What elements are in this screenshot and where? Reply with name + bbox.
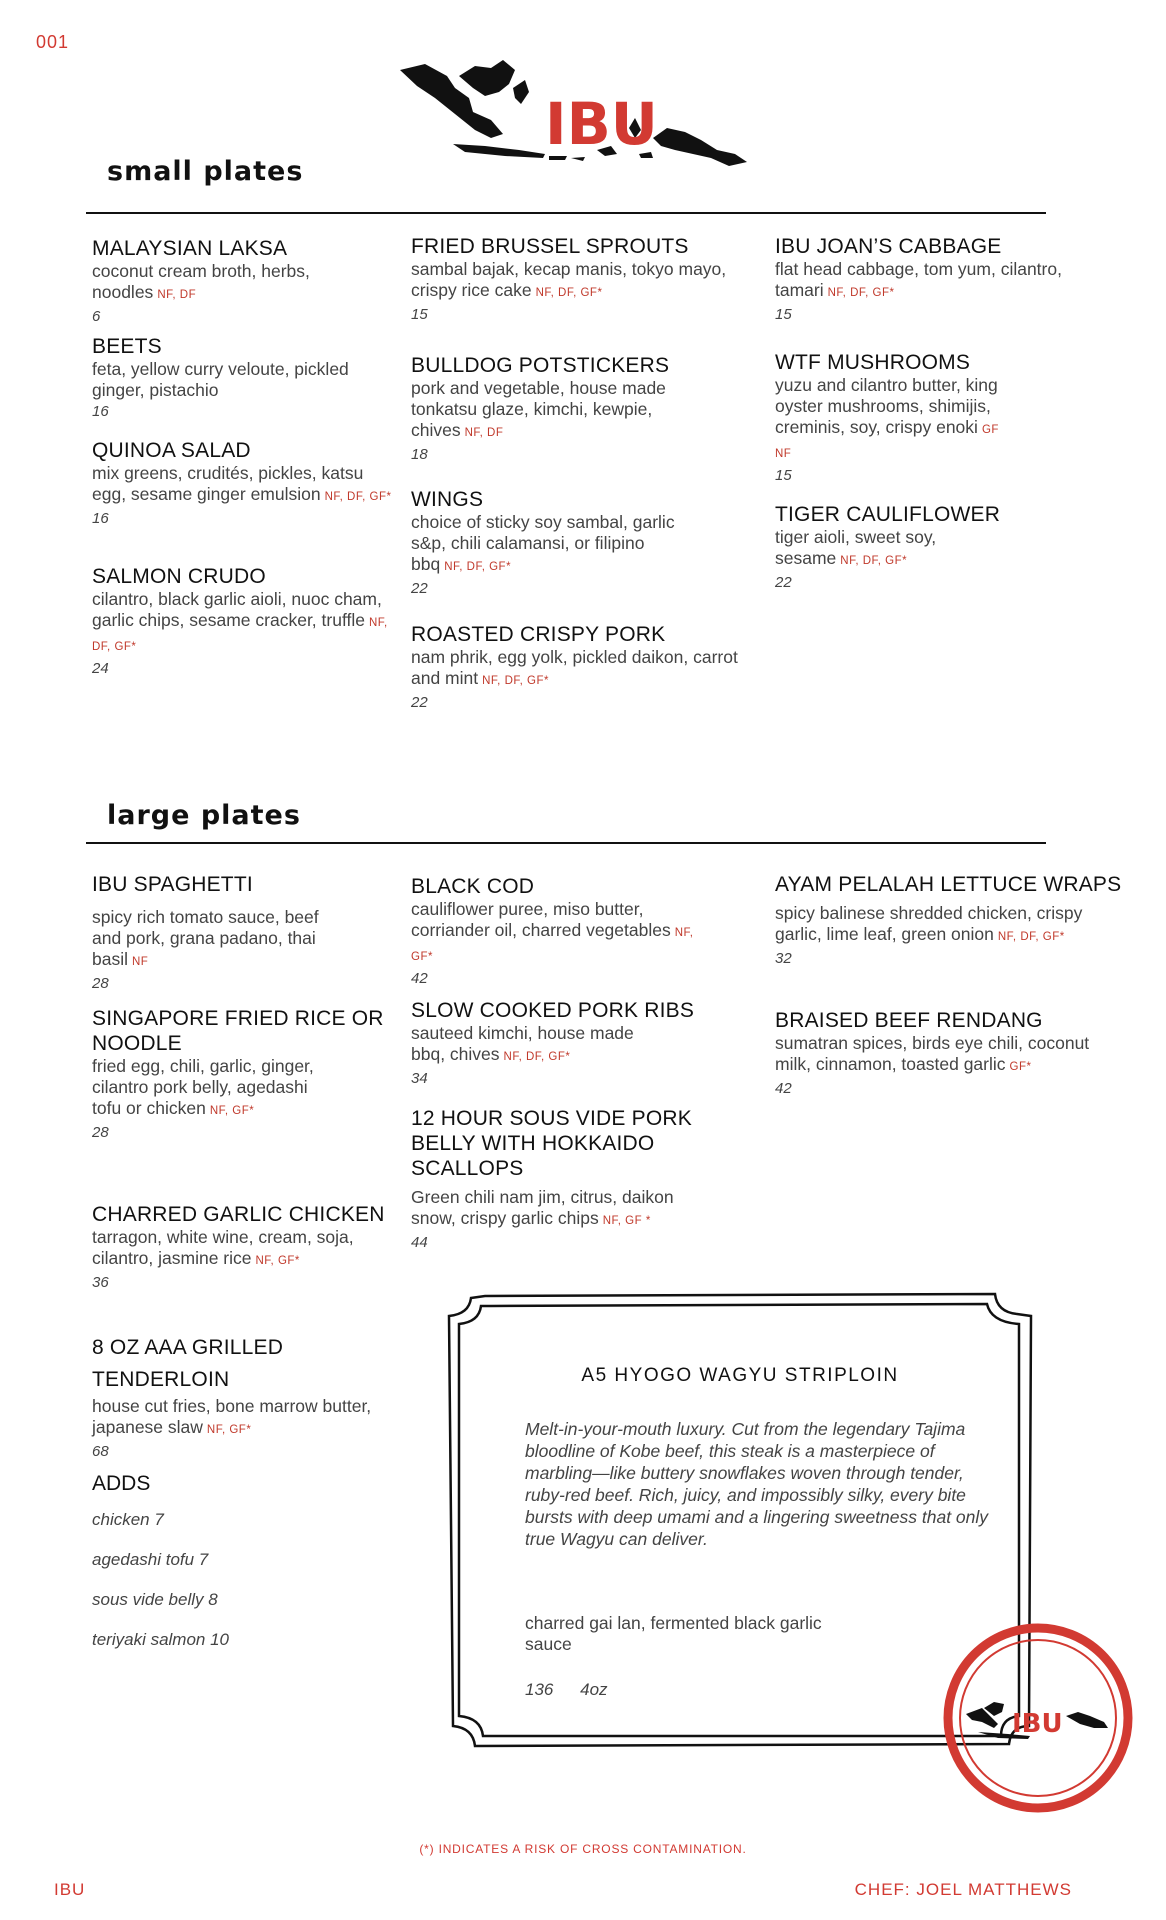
item-name: 12 HOUR SOUS VIDE PORK BELLY WITH HOKKAIDO SCALLOPS: [411, 1107, 692, 1180]
menu-item: [92, 1332, 382, 1463]
item-desc: coconut cream broth, herbs, noodles: [92, 261, 310, 302]
menu-item: [775, 502, 1025, 594]
menu-item: [92, 334, 392, 423]
item-price: 42: [411, 970, 428, 987]
menu-item: [411, 998, 701, 1090]
menu-item: [411, 353, 701, 466]
footer-chef: CHEF: JOEL MATTHEWS: [854, 1880, 1072, 1899]
dietary-tags: NF, GF*: [411, 927, 694, 963]
large-plates-divider: [86, 842, 1046, 844]
item-desc: sauteed kimchi, house made bbq, chives: [411, 1023, 634, 1064]
item-price: 34: [411, 1070, 428, 1087]
item-price: 15: [411, 306, 428, 323]
item-desc: Green chili nam jim, citrus, daikon snow, crispy garlic chips: [411, 1187, 674, 1228]
menu-item: [775, 872, 1155, 970]
dietary-tags: GF*: [1009, 1061, 1032, 1073]
dietary-tags: NF, DF, GF*: [444, 561, 512, 573]
item-price: 22: [411, 580, 428, 597]
dietary-tags: NF, GF *: [602, 1215, 651, 1227]
item-name: SLOW COOKED PORK RIBS: [411, 999, 695, 1022]
adds-section: [92, 1472, 229, 1650]
item-name: BEETS: [92, 335, 162, 358]
menu-item: [411, 1106, 711, 1254]
menu-item: [92, 1006, 392, 1144]
dietary-tags: NF, DF: [464, 427, 504, 439]
item-name: AYAM PELALAH LETTUCE WRAPS: [775, 873, 1122, 896]
item-name: 8 OZ AAA GRILLED TENDERLOIN: [92, 1336, 284, 1391]
item-name: SINGAPORE FRIED RICE OR NOODLE: [92, 1007, 384, 1055]
feature-price-row: [525, 1680, 608, 1700]
dietary-tags: NF, DF, GF*: [324, 491, 392, 503]
menu-item: [92, 438, 392, 530]
item-name: WTF MUSHROOMS: [775, 351, 971, 374]
item-desc: house cut fries, bone marrow butter, japanese slaw: [92, 1396, 372, 1437]
logo-text: IBU: [545, 90, 658, 158]
item-desc: flat head cabbage, tom yum, cilantro, tamari: [775, 259, 1062, 300]
item-name: WINGS: [411, 488, 484, 511]
menu-item: [92, 1202, 402, 1294]
item-price: 6: [92, 308, 101, 325]
item-price: 68: [92, 1443, 109, 1460]
menu-item: [411, 234, 731, 326]
cross-contamination-note: (*) INDICATES A RISK OF CROSS CONTAMINATION.: [419, 1842, 747, 1856]
menu-item: [775, 1008, 1095, 1100]
dietary-tags: NF, DF, GF*: [503, 1051, 571, 1063]
dietary-tags: NF, DF, GF*: [482, 675, 549, 687]
item-name: BULLDOG POTSTICKERS: [411, 354, 670, 377]
item-price: 15: [775, 467, 792, 484]
brand-stamp: [938, 1618, 1138, 1818]
add-item: sous vide belly 8: [92, 1590, 218, 1609]
item-price: 32: [775, 950, 792, 967]
item-price: 36: [92, 1274, 109, 1291]
item-name: TIGER CAULIFLOWER: [775, 503, 1001, 526]
dietary-tags: NF: [132, 956, 149, 968]
footer-brand: IBU: [54, 1880, 86, 1899]
item-desc: tiger aioli, sweet soy, sesame: [775, 527, 937, 568]
item-price: 24: [92, 660, 109, 677]
feature-sides: charred gai lan, fermented black garlic sauce: [525, 1613, 822, 1654]
item-desc: mix greens, crudités, pickles, katsu egg, sesame ginger emulsion: [92, 463, 364, 504]
item-name: SALMON CRUDO: [92, 565, 266, 588]
item-name: FRIED BRUSSEL SPROUTS: [411, 235, 689, 258]
item-price: 28: [92, 1124, 109, 1141]
item-price: 22: [775, 574, 792, 591]
item-price: 18: [411, 446, 428, 463]
feature-weight: 4oz: [580, 1680, 608, 1699]
page-number: 001: [36, 32, 70, 52]
item-name: BRAISED BEEF RENDANG: [775, 1009, 1043, 1032]
menu-item: [92, 564, 392, 680]
add-item: agedashi tofu 7: [92, 1550, 209, 1569]
item-desc: spicy balinese shredded chicken, crispy garlic, lime leaf, green onion: [775, 903, 1083, 944]
dietary-tags: NF, GF*: [255, 1255, 300, 1267]
add-item: teriyaki salmon 10: [92, 1630, 230, 1649]
item-desc: nam phrik, egg yolk, pickled daikon, carrot and mint: [411, 647, 738, 688]
dietary-tags: NF, GF*: [206, 1424, 252, 1436]
dietary-tags: NF, DF, GF*: [827, 287, 895, 299]
item-name: CHARRED GARLIC CHICKEN: [92, 1203, 385, 1226]
item-desc: sumatran spices, birds eye chili, coconut milk, cinnamon, toasted garlic: [775, 1033, 1090, 1074]
item-desc: yuzu and cilantro butter, king oyster mushrooms, shimijis, creminis, soy, crispy enoki: [775, 375, 998, 437]
dietary-tags: NF, DF: [157, 289, 197, 301]
item-name: ROASTED CRISPY PORK: [411, 623, 666, 646]
dietary-tags: GF NF: [775, 424, 999, 460]
dietary-tags: NF, DF, GF*: [92, 617, 388, 653]
small-plates-title: small plates: [107, 156, 304, 187]
menu-item: [775, 350, 1015, 487]
small-plates-divider: [86, 212, 1046, 214]
menu-item: [411, 874, 701, 990]
item-desc: fried egg, chili, garlic, ginger, cilantro pork belly, agedashi tofu or chicken: [92, 1056, 314, 1118]
item-name: IBU JOAN’S CABBAGE: [775, 235, 1002, 258]
menu-item: [411, 622, 741, 714]
item-name: MALAYSIAN LAKSA: [92, 237, 288, 260]
item-desc: choice of sticky soy sambal, garlic s&p, chili calamansi, or filipino bbq: [411, 512, 675, 574]
adds-title: ADDS: [92, 1472, 151, 1495]
item-name: QUINOA SALAD: [92, 439, 251, 462]
item-desc: spicy rich tomato sauce, beef and pork, grana padano, thai basil: [92, 907, 319, 969]
item-desc: cauliflower puree, miso butter, corriander oil, charred vegetables: [411, 899, 671, 940]
item-price: 16: [92, 510, 109, 527]
item-desc: feta, yellow curry veloute, pickled ginger, pistachio: [92, 359, 349, 400]
item-price: 16: [92, 403, 109, 420]
feature-title: A5 HYOGO WAGYU STRIPLOIN: [581, 1365, 899, 1386]
item-price: 44: [411, 1234, 428, 1251]
menu-item: [775, 234, 1065, 326]
item-name: BLACK COD: [411, 875, 535, 898]
item-desc: tarragon, white wine, cream, soja, cilantro, jasmine rice: [92, 1227, 354, 1268]
dietary-tags: NF, DF, GF*: [840, 555, 908, 567]
item-name: IBU SPAGHETTI: [92, 873, 253, 896]
menu-item: [92, 236, 392, 328]
add-item: chicken 7: [92, 1510, 164, 1529]
item-price: 22: [411, 694, 428, 711]
stamp-text: IBU: [1012, 1709, 1063, 1739]
item-desc: cilantro, black garlic aioli, nuoc cham, garlic chips, sesame cracker, truffle: [92, 589, 382, 630]
item-price: 42: [775, 1080, 792, 1097]
dietary-tags: NF, DF, GF*: [997, 931, 1065, 943]
brand-logo: [395, 58, 795, 168]
menu-item: [92, 872, 392, 995]
feature-price: 136: [525, 1680, 554, 1699]
dietary-tags: NF, GF*: [209, 1105, 255, 1117]
item-price: 15: [775, 306, 792, 323]
feature-description: Melt-in-your-mouth luxury. Cut from the legendary Tajima bloodline of Kobe beef, this steak is a masterpiece of marbling—like buttery snowflakes woven through tender, ruby-red beef. Rich, juicy, and impossibly silky, every bite bursts with deep umami and a lingering sweetness that only true Wagyu can deliver.: [525, 1419, 989, 1549]
item-price: 28: [92, 975, 109, 992]
large-plates-title: large plates: [107, 800, 301, 831]
item-desc: sambal bajak, kecap manis, tokyo mayo, crispy rice cake: [411, 259, 727, 300]
dietary-tags: NF, DF, GF*: [535, 287, 603, 299]
menu-item: [411, 487, 701, 600]
item-desc: pork and vegetable, house made tonkatsu glaze, kimchi, kewpie, chives: [411, 378, 666, 440]
